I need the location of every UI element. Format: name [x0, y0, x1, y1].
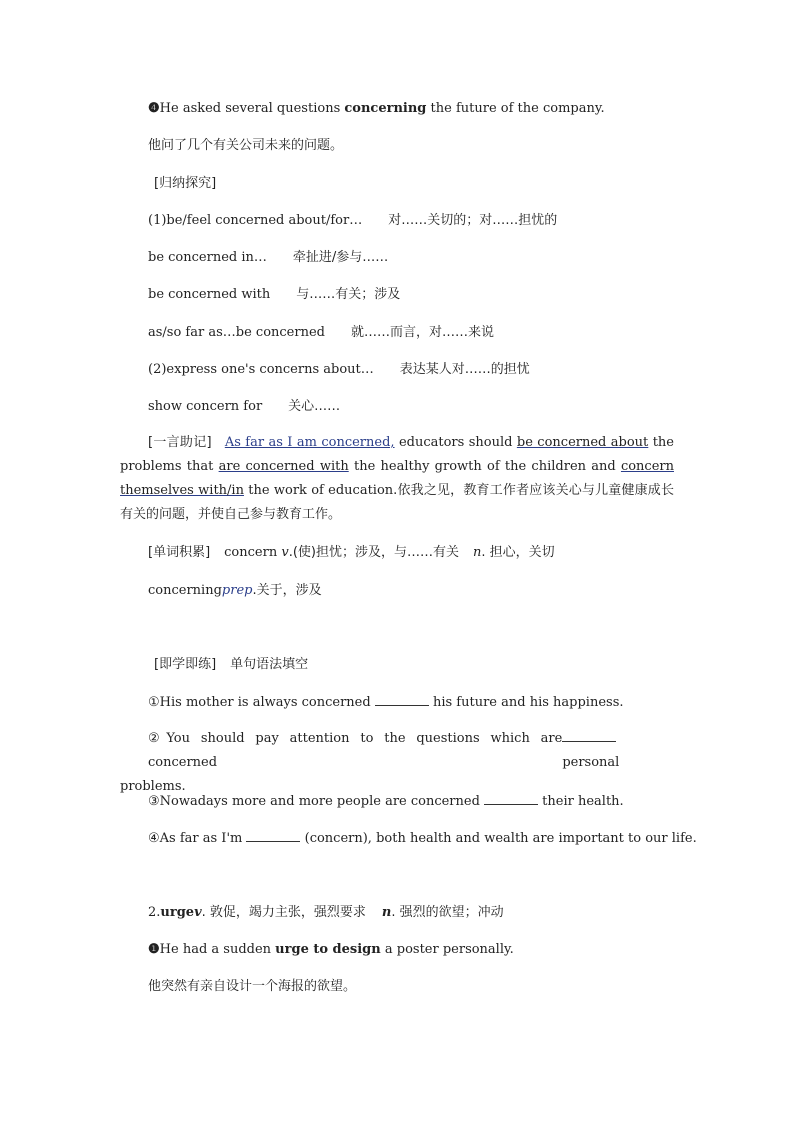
practice-item: [148, 829, 697, 848]
urge-number: 2.: [148, 905, 161, 920]
urge-heading: [148, 904, 504, 922]
answer-blank[interactable]: [562, 729, 616, 742]
practice-item-text: ②You should pay attention to the questions which are concerned: [148, 731, 563, 770]
answer-blank[interactable]: [246, 829, 300, 842]
memory-tag: [一言助记]: [148, 435, 212, 450]
memory-phrase-7: concern themselves with/in: [120, 459, 674, 498]
memory-paragraph: [120, 431, 674, 527]
phrase-cn: 与……有关；涉及: [296, 287, 401, 302]
practice-item-text: personal: [562, 755, 620, 770]
phrase-row: [148, 361, 530, 379]
urge-pos-v: v: [194, 905, 202, 920]
phrase-en: as/so far as…be concerned: [148, 325, 325, 340]
phrase-en: be concerned with: [148, 287, 271, 302]
phrase-cn: 表达某人对……的担忧: [399, 362, 530, 377]
phrase-cn: 就……而言，对……来说: [350, 325, 494, 340]
example-4-translation: 他问了几个有关公司未来的问题。: [148, 138, 344, 153]
vocab-pos-v: v: [281, 545, 289, 560]
example-4-post: the future of the company.: [426, 101, 605, 116]
practice-item-continuation: problems.: [120, 779, 186, 794]
example-1-sentence: [148, 941, 514, 959]
vocab-pos-n: n: [472, 545, 482, 560]
example-1-post: a poster personally.: [380, 942, 514, 957]
phrase-row: [148, 398, 340, 416]
example-number-4: ❹: [148, 101, 160, 116]
phrase-row: [148, 249, 388, 267]
vocab-def-prep: .关于，涉及: [252, 583, 322, 598]
vocab-def-n: . 担心，关切: [481, 545, 555, 560]
memory-translation: 依我之见，教育工作者应该关心与儿童健康成长有关的问题，并使自己参与教育工作。: [120, 483, 674, 522]
practice-item-text: ④As far as I'm: [148, 831, 247, 846]
memory-text-2: educators should: [394, 435, 517, 450]
practice-item-text: ③Nowadays more and more people are concerned: [148, 794, 485, 809]
memory-text-8: the work of education.: [243, 483, 398, 498]
vocab-tag: [单词积累]: [148, 545, 211, 560]
practice-tag: [即学即练]: [154, 657, 217, 672]
vocab-row: [148, 544, 555, 562]
practice-header: [154, 656, 308, 674]
memory-text-6: the healthy growth of the children and: [348, 459, 621, 474]
vocab-word: concern: [224, 545, 278, 560]
memory-phrase-5: are concerned with: [218, 459, 349, 474]
phrase-en: (1)be/feel concerned about/for…: [148, 213, 363, 228]
phrase-en: show concern for: [148, 399, 263, 414]
vocab-word-2: concerning: [148, 583, 222, 598]
answer-blank[interactable]: [484, 792, 538, 805]
induce-title: [归纳探究]: [154, 176, 217, 191]
phrase-cn: 对……关切的；对……担忧的: [388, 213, 558, 228]
phrase-cn: 牵扯进/参与……: [292, 250, 389, 265]
urge-def-v: . 敦促，竭力主张，强烈要求: [201, 905, 366, 920]
urge-word: urge: [160, 905, 195, 920]
vocab-def-v: .(使)担忧；涉及，与……有关: [288, 545, 459, 560]
vocab-pos-prep: prep: [221, 583, 253, 598]
memory-phrase-3: be concerned about: [516, 435, 649, 450]
practice-item-text: ①His mother is always concerned: [148, 695, 375, 710]
practice-item: [120, 727, 674, 799]
memory-text-4: the problems that: [120, 435, 674, 474]
memory-phrase-1: As far as I am concerned,: [224, 435, 395, 450]
practice-title: 单句语法填空: [230, 657, 309, 672]
example-1-pre: He had a sudden: [159, 942, 276, 957]
phrase-cn: 关心……: [288, 399, 341, 414]
practice-item: [148, 792, 624, 811]
practice-item-text: (concern), both health and wealth are important to our life.: [300, 831, 697, 846]
phrase-row: [148, 212, 557, 230]
phrase-row: [148, 286, 400, 304]
vocab-row-2: [148, 582, 322, 600]
phrase-en: (2)express one's concerns about…: [148, 362, 374, 377]
urge-pos-n: n: [381, 905, 392, 920]
practice-item-text: his future and his happiness.: [428, 695, 624, 710]
practice-item-text: their health.: [538, 794, 624, 809]
example-4-keyword: concerning: [344, 101, 427, 116]
practice-item-line: [120, 727, 674, 775]
phrase-en: be concerned in…: [148, 250, 267, 265]
phrase-row: [148, 324, 494, 342]
example-4-sentence: [148, 100, 605, 118]
urge-def-n: . 强烈的欲望；冲动: [391, 905, 504, 920]
practice-item: [148, 693, 624, 712]
example-number-1: ❶: [148, 942, 160, 957]
answer-blank[interactable]: [375, 693, 429, 706]
example-1-keyword: urge to design: [275, 942, 381, 957]
example-4-pre: He asked several questions: [159, 101, 345, 116]
example-1-translation: 他突然有亲自设计一个海报的欲望。: [148, 979, 357, 994]
